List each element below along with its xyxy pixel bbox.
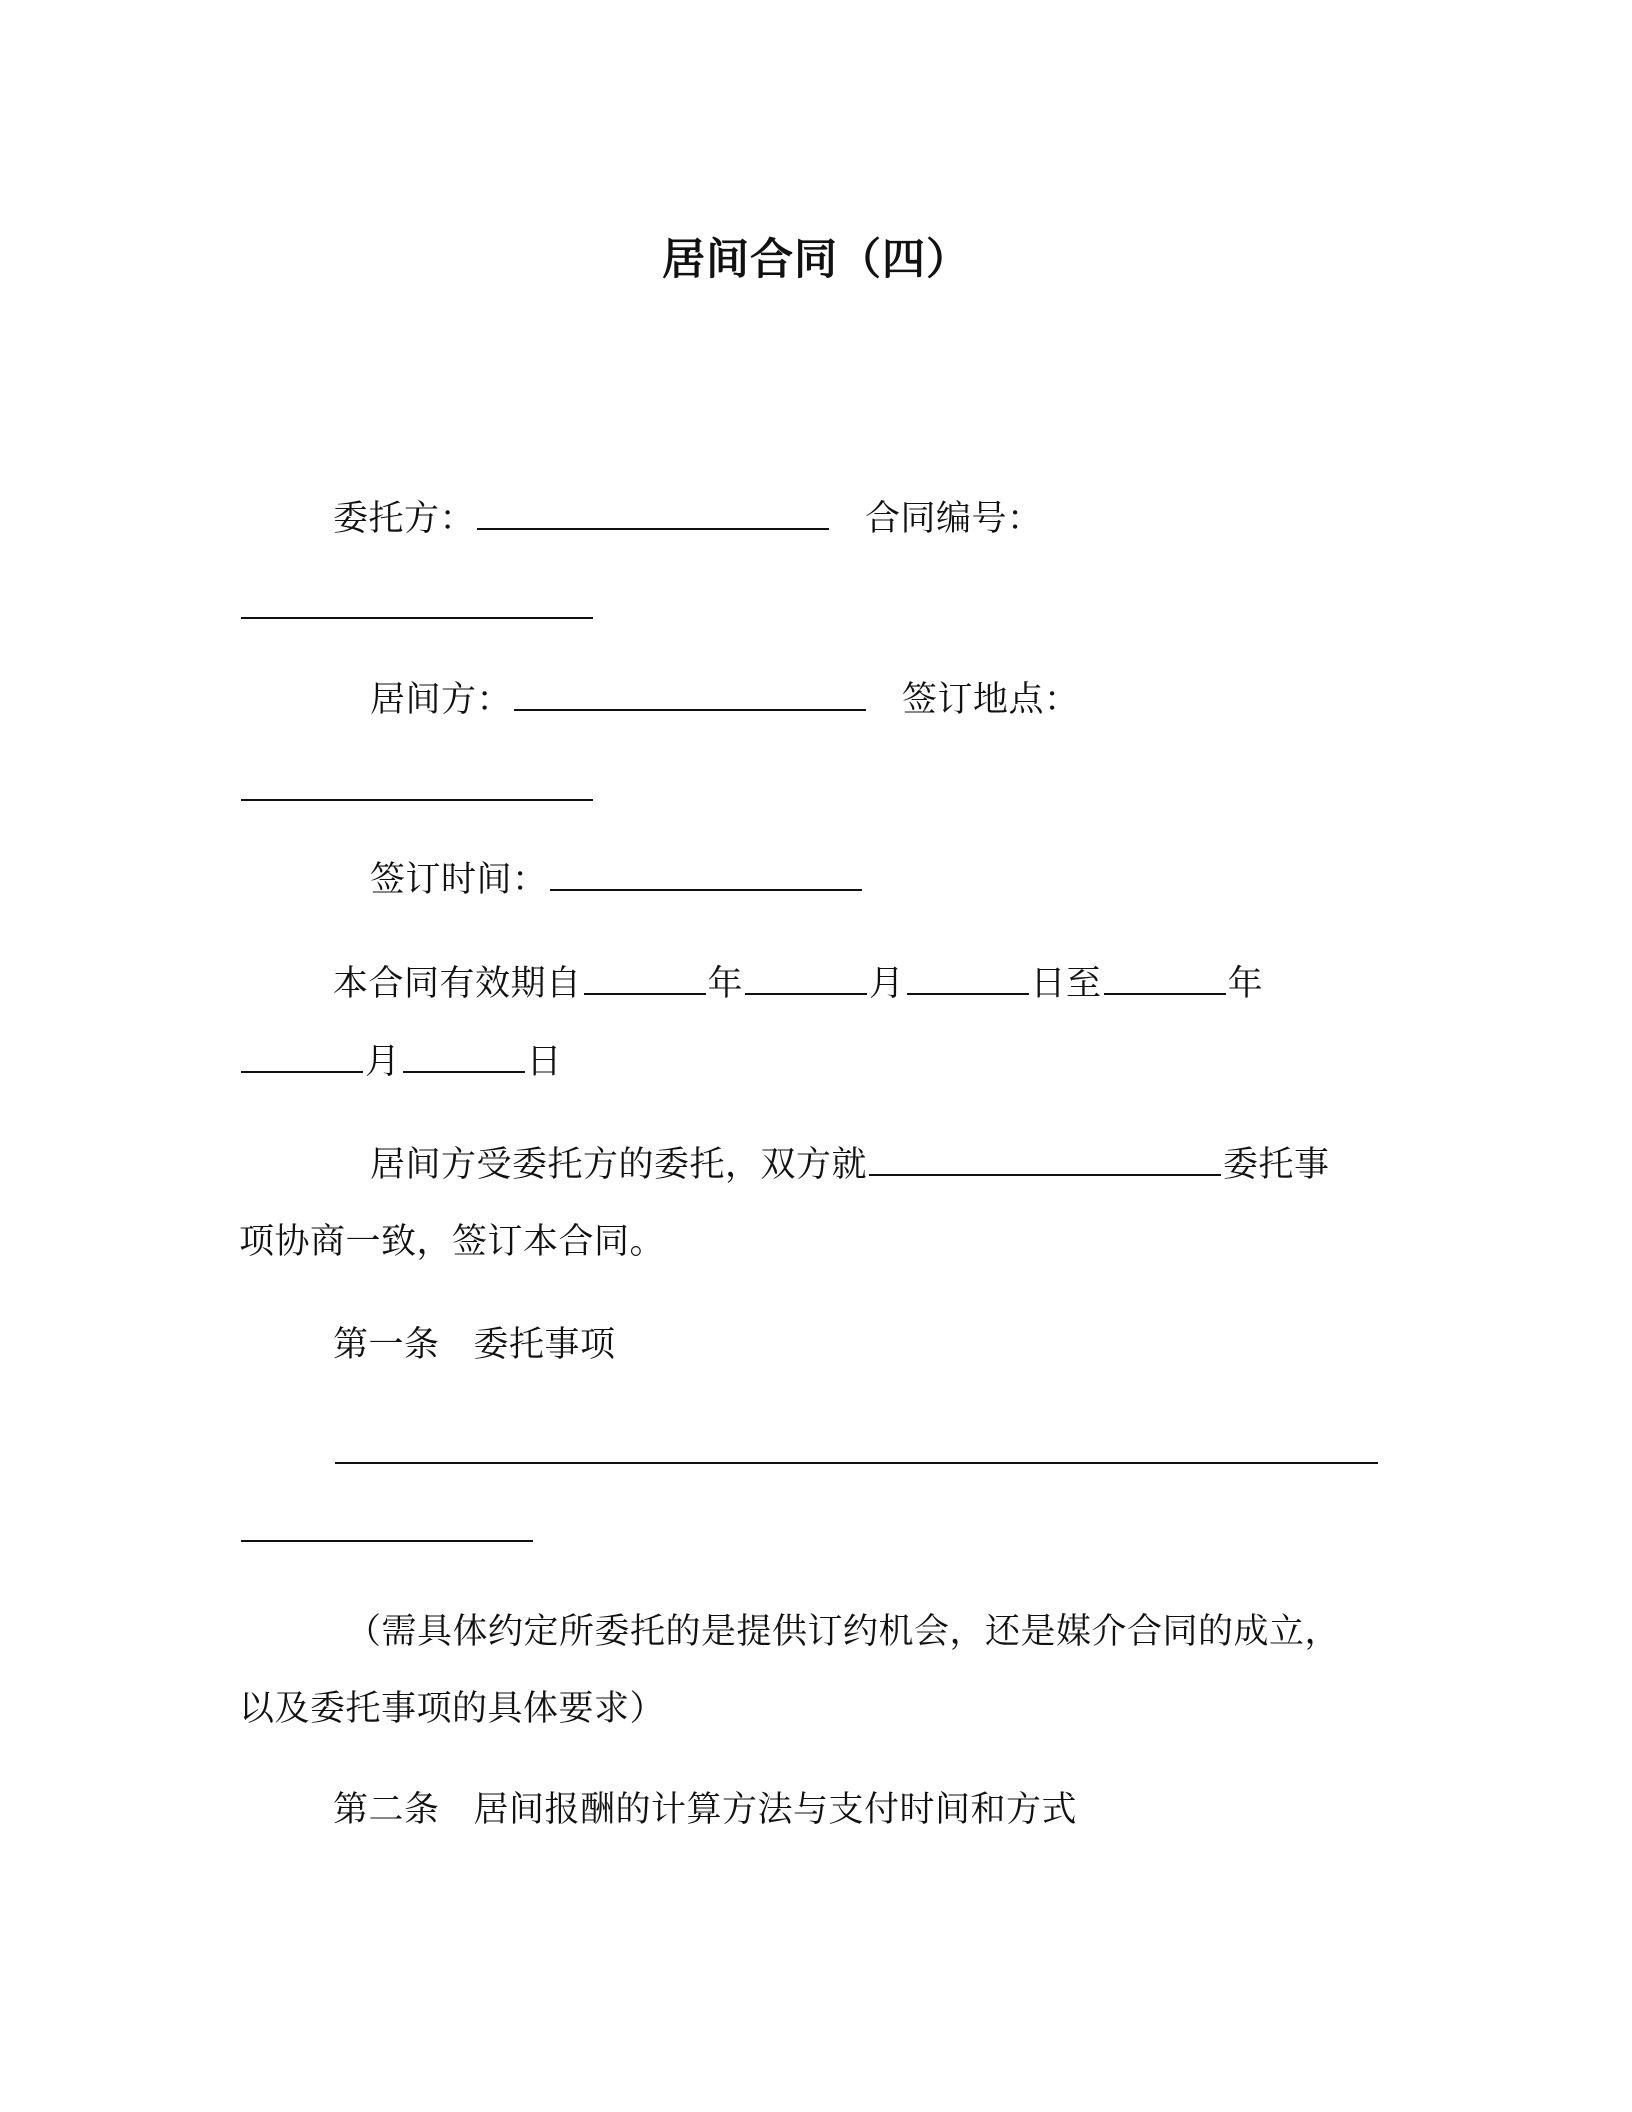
article1-note-row-2 bbox=[239, 1687, 665, 1731]
intro-part2: 委托事 bbox=[1223, 1145, 1330, 1185]
article1-blank-row-1 bbox=[333, 1431, 1380, 1475]
sign-place-blank[interactable] bbox=[241, 769, 593, 801]
document-title: 居间合同（四） bbox=[662, 235, 970, 285]
validity-day1-label: 日至 bbox=[1030, 964, 1102, 1004]
article2-heading: 居间报酬的计算方法与支付时间和方式 bbox=[473, 1790, 1078, 1830]
article1-content-blank-2[interactable] bbox=[241, 1510, 533, 1542]
article1-note-line1: （需具体约定所委托的是提供订约机会，还是媒介合同的成立， bbox=[346, 1612, 1341, 1652]
validity-day1-blank[interactable] bbox=[907, 963, 1029, 995]
sign-place-row bbox=[239, 768, 595, 812]
article1-heading-row bbox=[333, 1323, 616, 1367]
validity-year2-blank[interactable] bbox=[1104, 963, 1226, 995]
validity-row-2 bbox=[239, 1040, 562, 1084]
broker-blank[interactable] bbox=[514, 679, 866, 711]
validity-prefix: 本合同有效期自 bbox=[333, 964, 582, 1004]
article1-content-blank-1[interactable] bbox=[335, 1432, 1378, 1464]
article1-note-line2: 以及委托事项的具体要求） bbox=[239, 1689, 666, 1729]
intro-row-1 bbox=[370, 1143, 1330, 1187]
client-blank[interactable] bbox=[477, 498, 829, 530]
article2-number: 第二条 bbox=[333, 1790, 440, 1830]
article1-heading: 委托事项 bbox=[473, 1325, 616, 1365]
intro-row-2 bbox=[239, 1220, 665, 1264]
article2-heading-row bbox=[333, 1788, 1077, 1832]
sign-time-blank[interactable] bbox=[550, 859, 862, 891]
intro-matter-blank[interactable] bbox=[869, 1144, 1221, 1176]
validity-month2-label: 月 bbox=[365, 1042, 401, 1082]
sign-time-row bbox=[370, 858, 864, 902]
article1-number: 第一条 bbox=[333, 1325, 440, 1365]
validity-month2-blank[interactable] bbox=[241, 1041, 363, 1073]
contract-no-label: 合同编号： bbox=[865, 499, 1043, 539]
broker-label: 居间方： bbox=[370, 680, 513, 720]
intro-part1: 居间方受委托方的委托，双方就 bbox=[370, 1145, 868, 1185]
validity-row-1 bbox=[333, 962, 1263, 1006]
client-row bbox=[333, 497, 1043, 541]
validity-day2-blank[interactable] bbox=[403, 1041, 525, 1073]
validity-month1-blank[interactable] bbox=[745, 963, 867, 995]
validity-year1-label: 年 bbox=[707, 964, 744, 1004]
validity-year2-label: 年 bbox=[1227, 964, 1264, 1004]
article1-blank-row-2 bbox=[239, 1509, 535, 1553]
validity-day2-label: 日 bbox=[526, 1042, 563, 1082]
contract-no-row bbox=[239, 586, 595, 630]
intro-part3: 项协商一致，签订本合同。 bbox=[239, 1222, 666, 1262]
client-label: 委托方： bbox=[333, 499, 476, 539]
validity-month1-label: 月 bbox=[869, 964, 905, 1004]
article1-note-row-1 bbox=[346, 1610, 1340, 1654]
sign-time-label: 签订时间： bbox=[370, 860, 548, 900]
contract-no-blank[interactable] bbox=[241, 587, 593, 619]
validity-year1-blank[interactable] bbox=[584, 963, 706, 995]
sign-place-label: 签订地点： bbox=[902, 680, 1080, 720]
broker-row bbox=[370, 678, 1080, 722]
